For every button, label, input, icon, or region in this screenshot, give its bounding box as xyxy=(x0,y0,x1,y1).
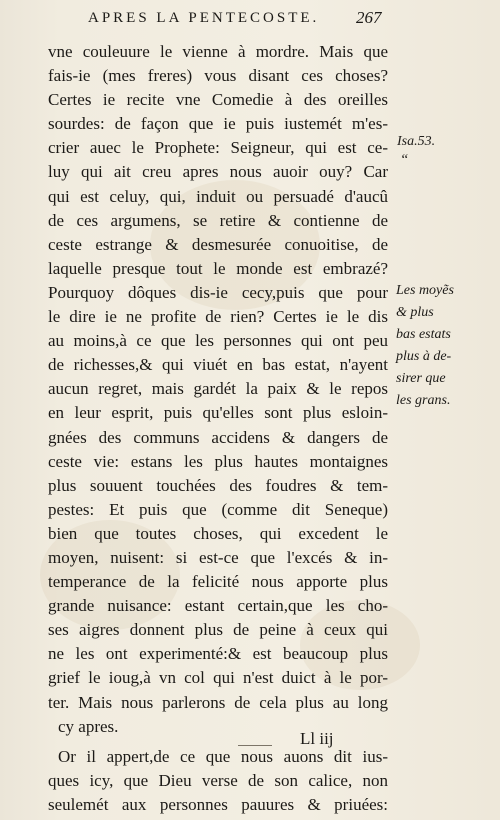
marginal-note-line: Les moyẽs xyxy=(396,283,454,298)
marginal-reference: Isa.53. xyxy=(397,134,436,149)
text-line: pestes: Et puis que (comme dit Seneque) xyxy=(48,499,388,519)
text-line: de ces argumens, se retire & contienne de xyxy=(48,210,388,230)
text-line: gnées des communs accidens & dangers de xyxy=(48,427,388,447)
text-line: grande nuisance: estant certain,que les cho- xyxy=(48,596,388,616)
text-line: cy apres. xyxy=(58,716,119,736)
text-line: qui est celuy, qui, induit ou persuadé d'aucû xyxy=(48,186,388,206)
printer-rule xyxy=(238,745,272,746)
text-line: grief le ioug,à vn col qui n'est duict à le por- xyxy=(48,668,388,688)
paragraph-start-line: Or il appert,de ce que nous auons dit ius- xyxy=(58,746,388,766)
text-line: ques icy, que Dieu verse de son calice, non xyxy=(48,770,388,790)
marginal-note xyxy=(396,280,454,412)
text-line: au moins,à ce que les personnes qui ont peu xyxy=(48,331,388,351)
text-line: le dire ie ne profite de rien? Certes ie le dis xyxy=(48,307,388,327)
marginal-note-line: les grans. xyxy=(396,393,451,408)
text-line: luy qui ait creu apres nous auoir ouy? Car xyxy=(48,162,388,182)
text-line: sourdes: de façon que ie puis iustemét m'es- xyxy=(48,114,388,134)
text-line: Certes ie recite vne Comedie à des oreilles xyxy=(48,90,388,110)
text-line: plus souuent touchées des foudres & tem- xyxy=(48,475,388,495)
text-line: Pourquoy dôques dis-ie cecy,puis que pour xyxy=(48,282,388,302)
text-line: crier auec le Prophete: Seigneur, qui est ce- xyxy=(48,138,388,158)
page-number: 267 xyxy=(356,8,382,27)
text-line: bien que toutes choses, qui excedent le xyxy=(48,523,388,543)
text-line: fais-ie (mes freres) vous disant ces choses? xyxy=(48,66,388,86)
text-line: de richesses,& qui viuét en bas estat, n'ayent xyxy=(48,355,388,375)
main-text-block xyxy=(48,40,388,817)
marginal-note-line: sirer que xyxy=(396,371,446,386)
text-line: temperance de la felicité nous apporte plus xyxy=(48,572,388,592)
marginal-note-line: & plus xyxy=(396,305,434,320)
text-line: aucun regret, mais gardét la paix & le repos xyxy=(48,379,388,399)
text-line: laquelle presque tout le monde est embrazé? xyxy=(48,258,388,278)
text-line: vne couleuure le vienne à mordre. Mais que xyxy=(48,42,388,61)
text-line: ceste estrange & desmesurée conuoitise, de xyxy=(48,234,388,254)
text-line: en leur esprit, puis qu'elles sont plus esloin- xyxy=(48,403,388,423)
text-line: ceste vie: estans les plus hautes montaignes xyxy=(48,451,388,471)
text-line: ter. Mais nous parlerons de cela plus au long xyxy=(48,692,388,712)
marginal-note-line: bas estats xyxy=(396,327,451,342)
signature-mark: Ll iij xyxy=(300,729,334,748)
marginal-quote-mark: “ xyxy=(400,152,409,168)
text-line: seulemét aux personnes pauures & priuées: xyxy=(48,794,388,814)
text-line: ne les ont experimenté:& est beaucoup plus xyxy=(48,644,388,664)
running-title: APRES LA PENTECOSTE. xyxy=(88,10,320,26)
marginal-note-line: plus à de- xyxy=(396,349,452,364)
text-line: ses aigres donnent plus de peine à ceux qui xyxy=(48,620,388,640)
text-line: moyen, nuisent: si est-ce que l'excés & in- xyxy=(48,547,388,567)
